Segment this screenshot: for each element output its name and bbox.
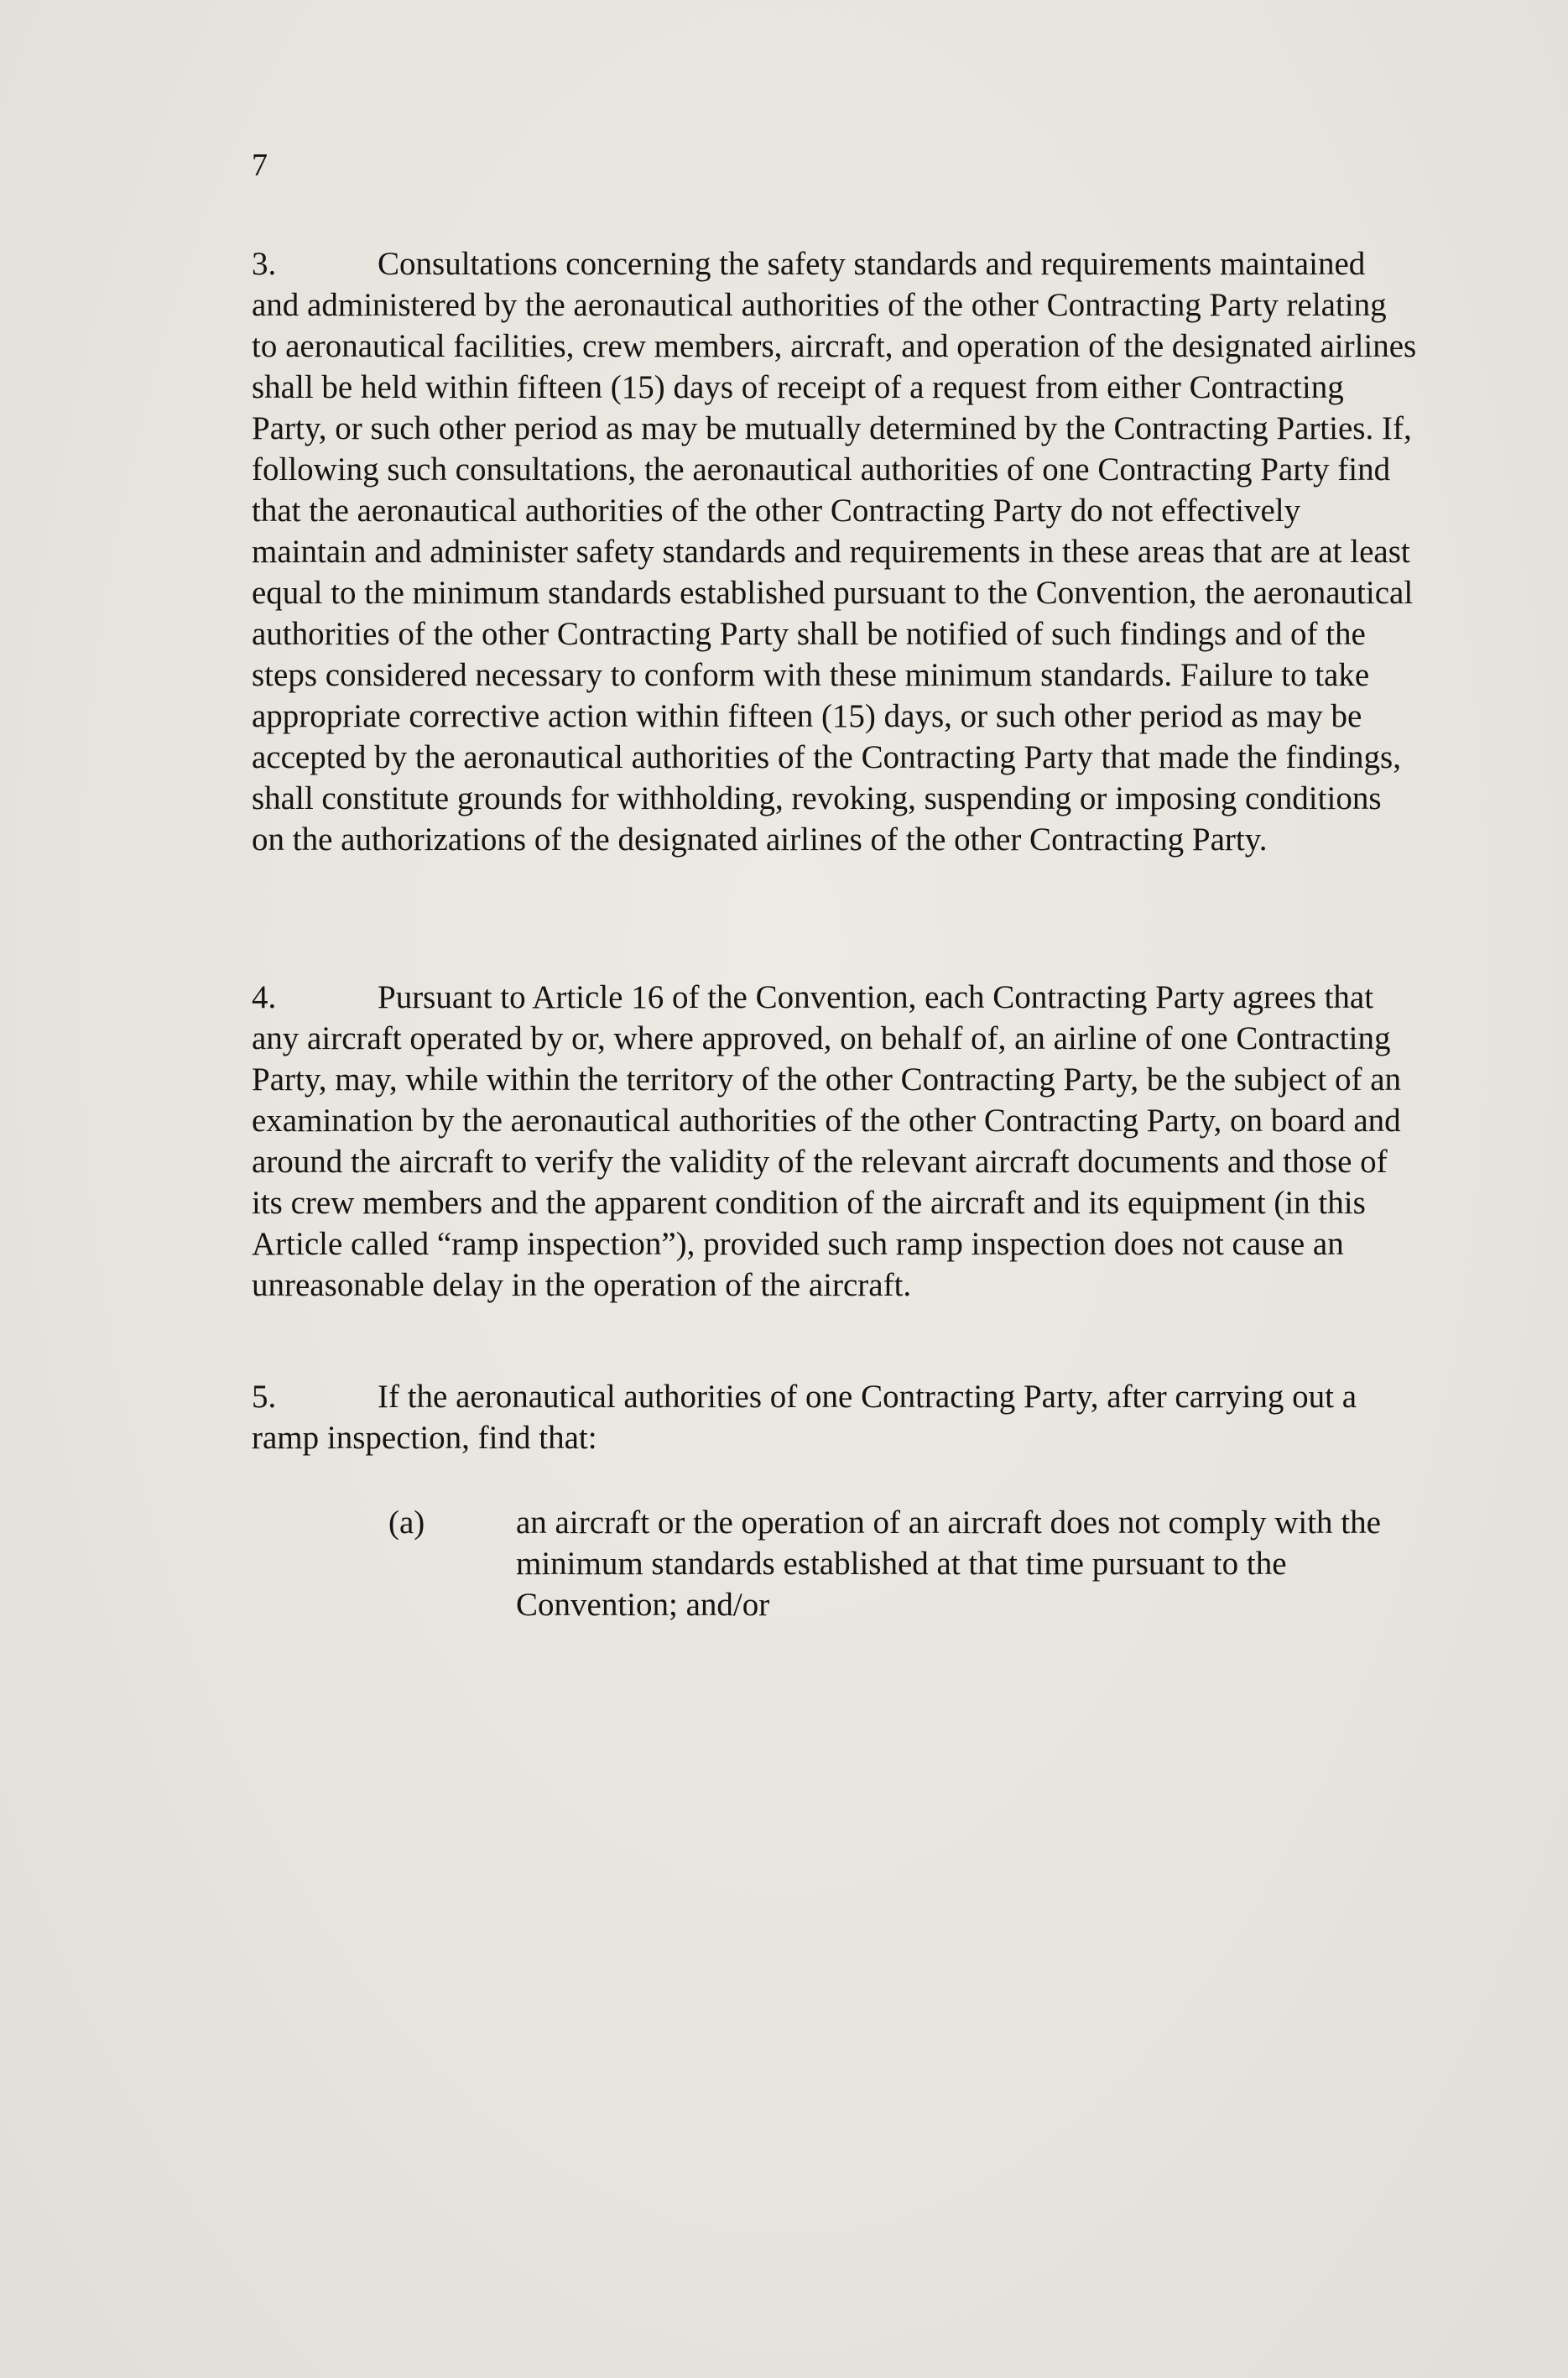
sub-item-label: (a): [388, 1505, 425, 1541]
page-number: 7: [252, 148, 268, 183]
paragraph-number: 4.: [252, 979, 277, 1015]
paragraph-number: 3.: [252, 246, 277, 282]
paragraph-number: 5.: [252, 1379, 277, 1415]
sub-item-text: an aircraft or the operation of an aircraft does not comply with the minimum standards established at that time pursuant to the Convention; and/or: [516, 1505, 1381, 1623]
paragraph-3: [252, 243, 1418, 860]
paragraph-text: Consultations concerning the safety standards and requirements maintained and administered by the aeronautical authorities of the other Contracting Party relating to aeronautical facilities, crew members, aircraft, and operation of the designated airlines shall be held within fifteen (15) days of receipt of a request from either Contracting Party, or such other period as may be mutually determined by the Contracting Parties. If, following such consultations, the aeronautical authorities of one Contracting Party find that the aeronautical authorities of the other Contracting Party do not effectively maintain and administer safety standards and requirements in these areas that are at least equal to the minimum standards established pursuant to the Convention, the aeronautical authorities of the other Contracting Party shall be notified of such findings and of the steps considered necessary to conform with these minimum standards. Failure to take appropriate corrective action within fifteen (15) days, or such other period as may be accepted by the aeronautical authorities of the Contracting Party that made the findings, shall constitute grounds for withholding, revoking, suspending or imposing conditions on the authorizations of the designated airlines of the other Contracting Party.: [252, 246, 1417, 858]
paragraph-text: Pursuant to Article 16 of the Convention, each Contracting Party agrees that any aircraft operated by or, where approved, on behalf of, an airline of one Contracting Party, may, while within the territory of the other Contracting Party, be the subject of an examination by the aeronautical authorities of the other Contracting Party, on board and around the aircraft to verify the validity of the relevant aircraft documents and those of its crew members and the apparent condition of the aircraft and its equipment (in this Article called “ramp inspection”), provided such ramp inspection does not cause an unreasonable delay in the operation of the aircraft.: [252, 979, 1402, 1303]
paragraph-4: [252, 977, 1418, 1306]
paragraph-text: If the aeronautical authorities of one Contracting Party, after carrying out a ramp inspection, find that:: [252, 1379, 1357, 1456]
paragraph-5: [252, 1376, 1418, 1458]
sub-item-a: [388, 1502, 1420, 1625]
